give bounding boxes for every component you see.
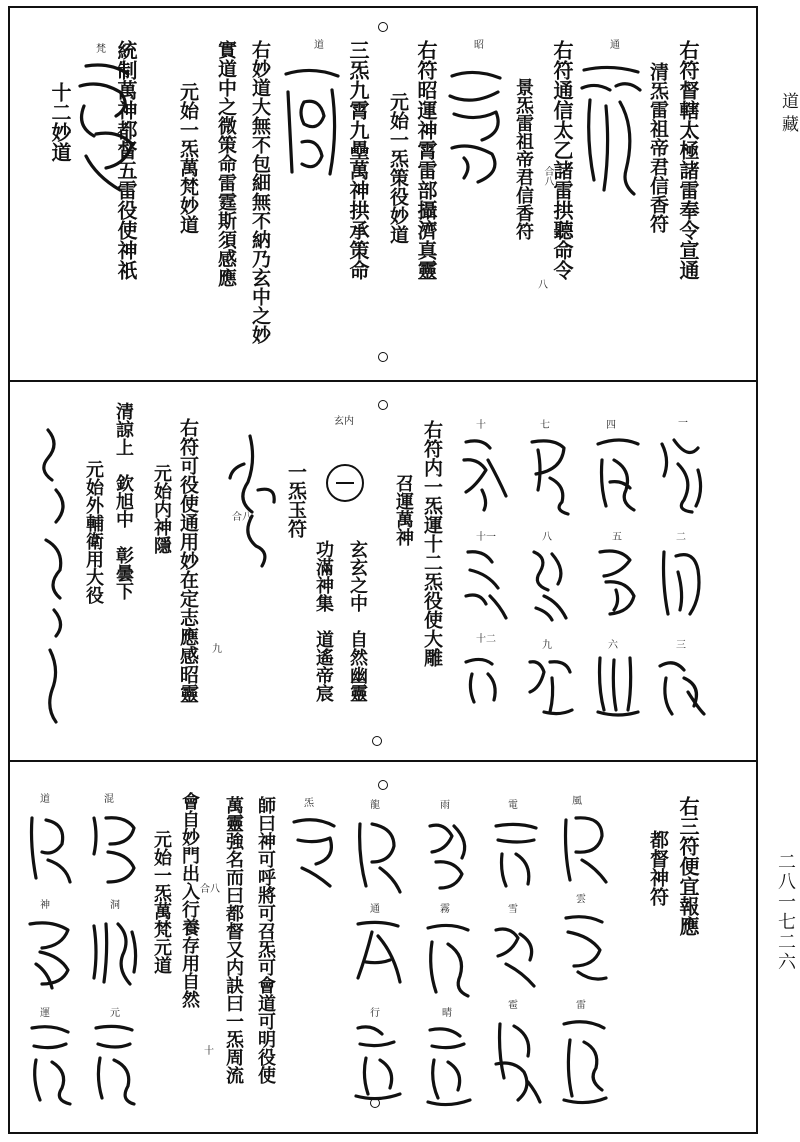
mid-label-9b: 九 (212, 644, 222, 655)
top-col-12: 十二妙道 (48, 82, 72, 162)
talisman-yushen-icon (222, 430, 282, 570)
mid-label-7: 七 (540, 420, 550, 431)
talisman-9-icon (522, 648, 576, 720)
talisman-long-icon (26, 410, 82, 730)
mid-label-xuannei: 玄内 (334, 416, 354, 427)
bot-label-hun: 混 (104, 794, 114, 805)
bot-label-long: 龍 (370, 800, 380, 811)
bot-label-qi: 炁 (304, 798, 314, 809)
bot-label-he8: 合八 (200, 884, 220, 895)
bot-label-dao: 道 (40, 794, 50, 805)
bot-label-wu: 霧 (440, 904, 450, 915)
bot-label-yuan: 元 (110, 1008, 120, 1019)
mid-col-1: 右符内一炁運十二炁役使大雕 (421, 420, 443, 667)
bot-label-lei: 雷 (576, 1000, 586, 1011)
top-label-tong: 通 (610, 40, 620, 51)
mid-col-2: 召運萬神 (393, 474, 414, 546)
mid-label-11: 十一 (476, 532, 496, 543)
talisman-6-icon (590, 648, 644, 720)
bot-col-5: 會自妙門出入行養存用自然 (179, 792, 200, 1008)
mid-label-he8: 合八 (232, 512, 252, 523)
bot-label-dong: 洞 (110, 900, 120, 911)
bot-col-2: 都督神符 (647, 830, 669, 906)
bot-label-xing: 行 (370, 1008, 380, 1019)
talisman-yun-icon (556, 906, 612, 990)
bot-col-4: 萬靈強名而曰都督又内訣曰一炁周流 (223, 796, 244, 1084)
top-label-zhao: 昭 (474, 40, 484, 51)
top-label-fan: 梵 (96, 44, 106, 55)
top-col-2: 清炁雷祖帝君信香符 (647, 62, 669, 233)
top-col-3: 右符通信太乙諸雷拱聽命令 (550, 40, 574, 280)
bot-label-yu: 雨 (440, 800, 450, 811)
talisman-feng-icon (556, 808, 612, 888)
talisman-xing-icon (350, 1016, 406, 1102)
talisman-4-icon (590, 430, 644, 516)
talisman-5-icon (590, 540, 644, 624)
mid-label-6: 六 (608, 640, 618, 651)
top-col-8: 右妙道大無不包細無不納乃玄中之妙 (249, 40, 271, 344)
talisman-tong-icon (576, 60, 646, 200)
mid-label-10: 十 (476, 420, 486, 431)
mid-label-5: 五 (612, 532, 622, 543)
bot-label-feng: 風 (572, 796, 582, 807)
talisman-dong-icon (86, 912, 142, 996)
talisman-1-icon (654, 430, 708, 516)
talisman-yu-icon (420, 812, 476, 896)
talisman-dian-icon (488, 814, 544, 894)
talisman-wu-icon (420, 916, 476, 1000)
talisman-bao-icon (488, 1012, 544, 1108)
bot-col-6: 元始一炁萬梵元道 (151, 830, 172, 974)
mid-col-5: 功滿神集 道遙帝宸 (313, 540, 334, 702)
mid-col-8: 清諒上 欽旭中 彰曇下 (113, 402, 134, 600)
top-col-4: 景炁雷祖帝君信香符 (513, 78, 534, 240)
talisman-zhao-icon (442, 62, 508, 192)
top-col-6: 元始一炁策役妙道 (387, 92, 409, 244)
mid-col-6: 右符可役使通用妙在定志應感昭靈 (177, 418, 199, 703)
mid-label-12: 十二 (476, 634, 496, 645)
talisman-2-icon (654, 540, 708, 624)
talisman-11-icon (458, 540, 512, 624)
mid-col-7: 元始内神隱 (151, 464, 172, 554)
mid-ring-2 (372, 736, 382, 746)
talisman-3-icon (654, 648, 708, 720)
talisman-qing-icon (420, 1018, 476, 1108)
top-col-9: 實道中之微策命雷霆斯須感應 (215, 40, 237, 287)
talisman-yuan-icon (86, 1016, 142, 1108)
mid-col-4: 玄玄之中 自然幽靈 (347, 540, 368, 702)
top-col-5: 右符昭運神霄雷部攝濟真靈 (414, 40, 438, 280)
section-divider-1 (8, 380, 758, 382)
talisman-7-icon (522, 430, 576, 516)
bot-label-dian: 電 (508, 800, 518, 811)
bot-label-shen: 神 (40, 900, 50, 911)
mid-ring-1 (378, 400, 388, 410)
top-ring-1 (378, 22, 388, 32)
talisman-qi-icon (286, 808, 342, 892)
top-col-7: 三炁九霄九壘萬神拱承策命 (346, 40, 370, 280)
mid-label-9: 九 (542, 640, 552, 651)
page-number: 二八一七二六 (775, 852, 796, 972)
bot-label-bao: 雹 (508, 1000, 518, 1011)
top-col-1: 右符督轄太極諸雷奉令宣通 (676, 40, 700, 280)
bot-label-yun: 雲 (576, 894, 586, 905)
mid-label-4: 四 (606, 420, 616, 431)
one-qi-symbol-icon (326, 464, 364, 502)
mid-label-2: 二 (676, 532, 686, 543)
talisman-lei-icon (556, 1010, 612, 1110)
talisman-shen-icon (22, 912, 78, 996)
top-label-8: 八 (538, 280, 548, 291)
bot-ring-1 (378, 780, 388, 790)
mid-label-8: 八 (542, 532, 552, 543)
bot-col-3: 師曰神可呼將可召炁可會道可明役使 (255, 796, 276, 1084)
mid-col-9: 元始外輔衛用大役 (83, 460, 104, 604)
mid-col-3: 一炁玉符 (285, 462, 307, 538)
talisman-long-dragon-icon (350, 812, 406, 896)
mid-label-1: 一 (678, 418, 688, 429)
top-col-11: 統制萬神都督五雷役使神祇 (114, 40, 138, 280)
section-divider-2 (8, 760, 758, 762)
top-label-dao: 道 (314, 40, 324, 51)
talisman-tong-b-icon (350, 912, 406, 996)
collection-title: 道藏 (778, 92, 798, 138)
bot-label-qing: 晴 (442, 1008, 452, 1019)
top-ring-2 (378, 352, 388, 362)
top-col-10: 元始一炁萬梵妙道 (177, 82, 199, 234)
talisman-dao-b-icon (22, 806, 78, 890)
talisman-8-icon (522, 540, 576, 624)
talisman-12-icon (458, 648, 512, 708)
talisman-fan-icon (66, 56, 142, 196)
talisman-yun-b-icon (22, 1016, 78, 1108)
bot-label-10: 十 (204, 1046, 214, 1057)
talisman-dao-icon (278, 62, 344, 192)
talisman-hun-icon (86, 806, 142, 890)
mid-label-3: 三 (676, 640, 686, 651)
top-label-he8: 合八 (542, 166, 553, 186)
bot-label-xue: 雪 (508, 904, 518, 915)
talisman-xue-icon (488, 916, 544, 992)
talisman-10-icon (458, 430, 512, 516)
bot-col-1: 右三符便宜報應 (676, 796, 700, 936)
bot-label-tong: 通 (370, 904, 380, 915)
bot-label-yun2: 運 (40, 1008, 50, 1019)
